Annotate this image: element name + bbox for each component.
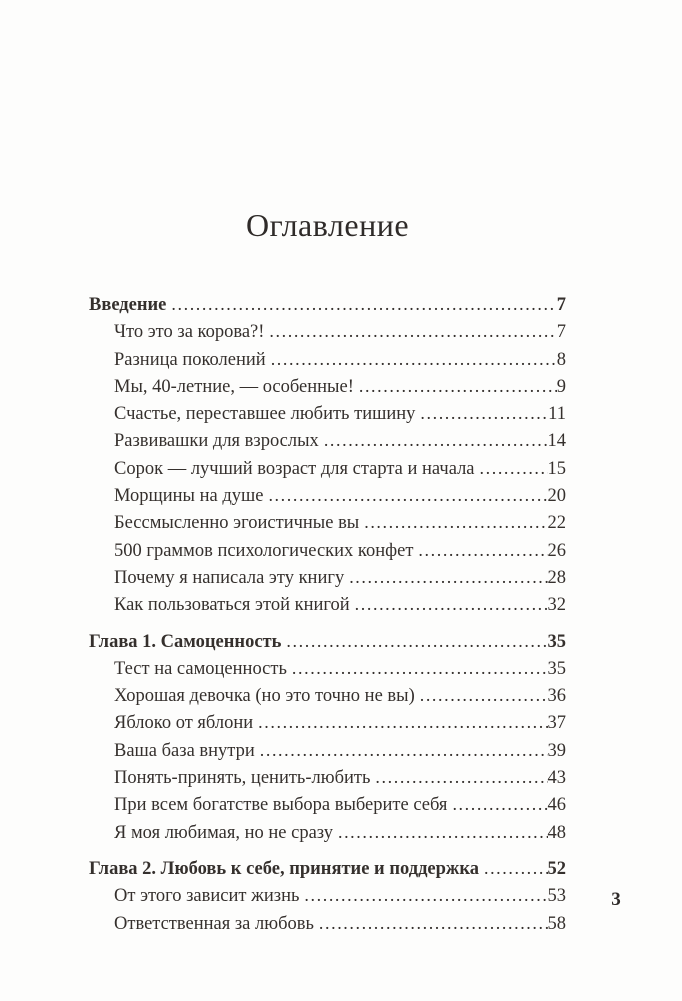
toc-entry-page-number: 35: [547, 658, 566, 679]
toc-dot-leader: [359, 373, 557, 400]
toc-dot-leader: [260, 737, 548, 764]
toc-entry-row: [89, 509, 566, 536]
toc-entry-row: [89, 346, 566, 373]
toc-entry-row: [89, 819, 566, 846]
toc-entry-row: [89, 882, 566, 909]
toc-entry-page-number: 53: [547, 886, 566, 907]
toc-dot-leader: [420, 400, 548, 427]
toc-dot-leader: [292, 655, 548, 682]
toc-dot-leader: [375, 764, 547, 791]
toc-entry-row: [89, 655, 566, 682]
toc-entry-label: Глава 1. Самоценность: [89, 631, 282, 652]
toc-entry-page-number: 7: [556, 322, 566, 343]
toc-entry-page-number: 46: [547, 795, 566, 816]
toc-entry-label: Счастье, переставшее любить тишину: [114, 404, 416, 425]
toc-dot-leader: [324, 427, 548, 454]
toc-entry-page-number: 8: [556, 349, 566, 370]
toc-entry-row: [89, 482, 566, 509]
toc-entry-label: Ответственная за любовь: [114, 913, 314, 934]
toc-entry-page-number: 14: [547, 431, 566, 452]
toc-dot-leader: [268, 482, 547, 509]
toc-entry-row: [89, 455, 566, 482]
toc-entry-page-number: 26: [547, 540, 566, 561]
toc-entry-label: Бессмысленно эгоистичные вы: [114, 513, 360, 534]
toc-dot-leader: [452, 791, 547, 818]
toc-entry-label: 500 граммов психологических конфет: [114, 540, 414, 561]
toc-entry-label: Хорошая девочка (но это точно не вы): [114, 686, 415, 707]
toc-entry-row: [89, 318, 566, 345]
toc-entry-label: Разница поколений: [114, 349, 266, 370]
toc-chapter-row: [89, 628, 566, 655]
toc-list: [89, 291, 566, 937]
toc-entry-label: Развивашки для взрослых: [114, 431, 319, 452]
toc-dot-leader: [420, 682, 548, 709]
toc-dot-leader: [480, 455, 548, 482]
toc-entry-row: [89, 910, 566, 937]
toc-entry-page-number: 36: [547, 686, 566, 707]
toc-entry-row: [89, 682, 566, 709]
toc-entry-page-number: 35: [547, 631, 566, 652]
toc-entry-page-number: 48: [547, 822, 566, 843]
folio-page-number: 3: [611, 889, 621, 910]
toc-entry-label: Введение: [89, 295, 167, 315]
toc-entry-page-number: 43: [547, 768, 566, 789]
toc-entry-row: [89, 737, 566, 764]
toc-dot-leader: [364, 509, 547, 536]
toc-entry-page-number: 58: [547, 913, 566, 934]
toc-entry-label: Почему я написала эту книгу: [114, 567, 345, 588]
toc-entry-label: Понять-принять, ценить-любить: [114, 768, 371, 789]
toc-chapter-row: [89, 291, 566, 318]
toc-entry-label: При всем богатстве выбора выберите себя: [114, 795, 448, 816]
toc-entry-page-number: 7: [556, 295, 566, 315]
toc-dot-leader: [418, 537, 547, 564]
toc-dot-leader: [258, 709, 547, 736]
toc-entry-page-number: 37: [547, 713, 566, 734]
toc-dot-leader: [304, 882, 547, 909]
toc-entry-page-number: 9: [556, 376, 566, 397]
toc-dot-leader: [484, 855, 548, 882]
toc-entry-label: Глава 2. Любовь к себе, принятие и поддержка: [89, 858, 479, 879]
toc-entry-label: Что это за корова?!: [114, 322, 265, 343]
toc-entry-row: [89, 373, 566, 400]
toc-entry-row: [89, 537, 566, 564]
toc-dot-leader: [319, 910, 548, 937]
toc-entry-label: Как пользоваться этой книгой: [114, 595, 350, 616]
toc-entry-page-number: 52: [547, 858, 566, 879]
toc-entry-label: Ваша база внутри: [114, 740, 255, 761]
toc-entry-row: [89, 564, 566, 591]
toc-entry-label: Я моя любимая, но не сразу: [114, 822, 333, 843]
toc-entry-label: Сорок — лучший возраст для старта и начала: [114, 458, 475, 479]
toc-entry-row: [89, 764, 566, 791]
toc-entry-page-number: 22: [547, 513, 566, 534]
toc-chapter-row: [89, 855, 566, 882]
toc-entry-row: [89, 791, 566, 818]
toc-entry-page-number: 39: [547, 740, 566, 761]
toc-entry-page-number: 20: [547, 486, 566, 507]
toc-dot-leader: [349, 564, 547, 591]
toc-entry-label: Тест на самоценность: [114, 658, 287, 679]
toc-entry-page-number: 11: [548, 404, 566, 425]
toc-entry-row: [89, 591, 566, 618]
toc-dot-leader: [338, 819, 548, 846]
toc-entry-page-number: 28: [547, 567, 566, 588]
toc-dot-leader: [286, 628, 547, 655]
toc-entry-page-number: 15: [547, 458, 566, 479]
page-title: Оглавление: [245, 207, 410, 244]
toc-dot-leader: [271, 346, 557, 373]
toc-dot-leader: [355, 591, 548, 618]
toc-entry-page-number: 32: [547, 595, 566, 616]
toc-entry-row: [89, 427, 566, 454]
toc-entry-label: От этого зависит жизнь: [114, 886, 300, 907]
toc-entry-row: [89, 400, 566, 427]
toc-dot-leader: [171, 291, 556, 318]
toc-entry-label: Мы, 40-летние, — особенные!: [114, 376, 354, 397]
toc-entry-label: Яблоко от яблони: [114, 713, 254, 734]
toc-entry-label: Морщины на душе: [114, 486, 264, 507]
toc-entry-row: [89, 709, 566, 736]
toc-dot-leader: [269, 318, 556, 345]
